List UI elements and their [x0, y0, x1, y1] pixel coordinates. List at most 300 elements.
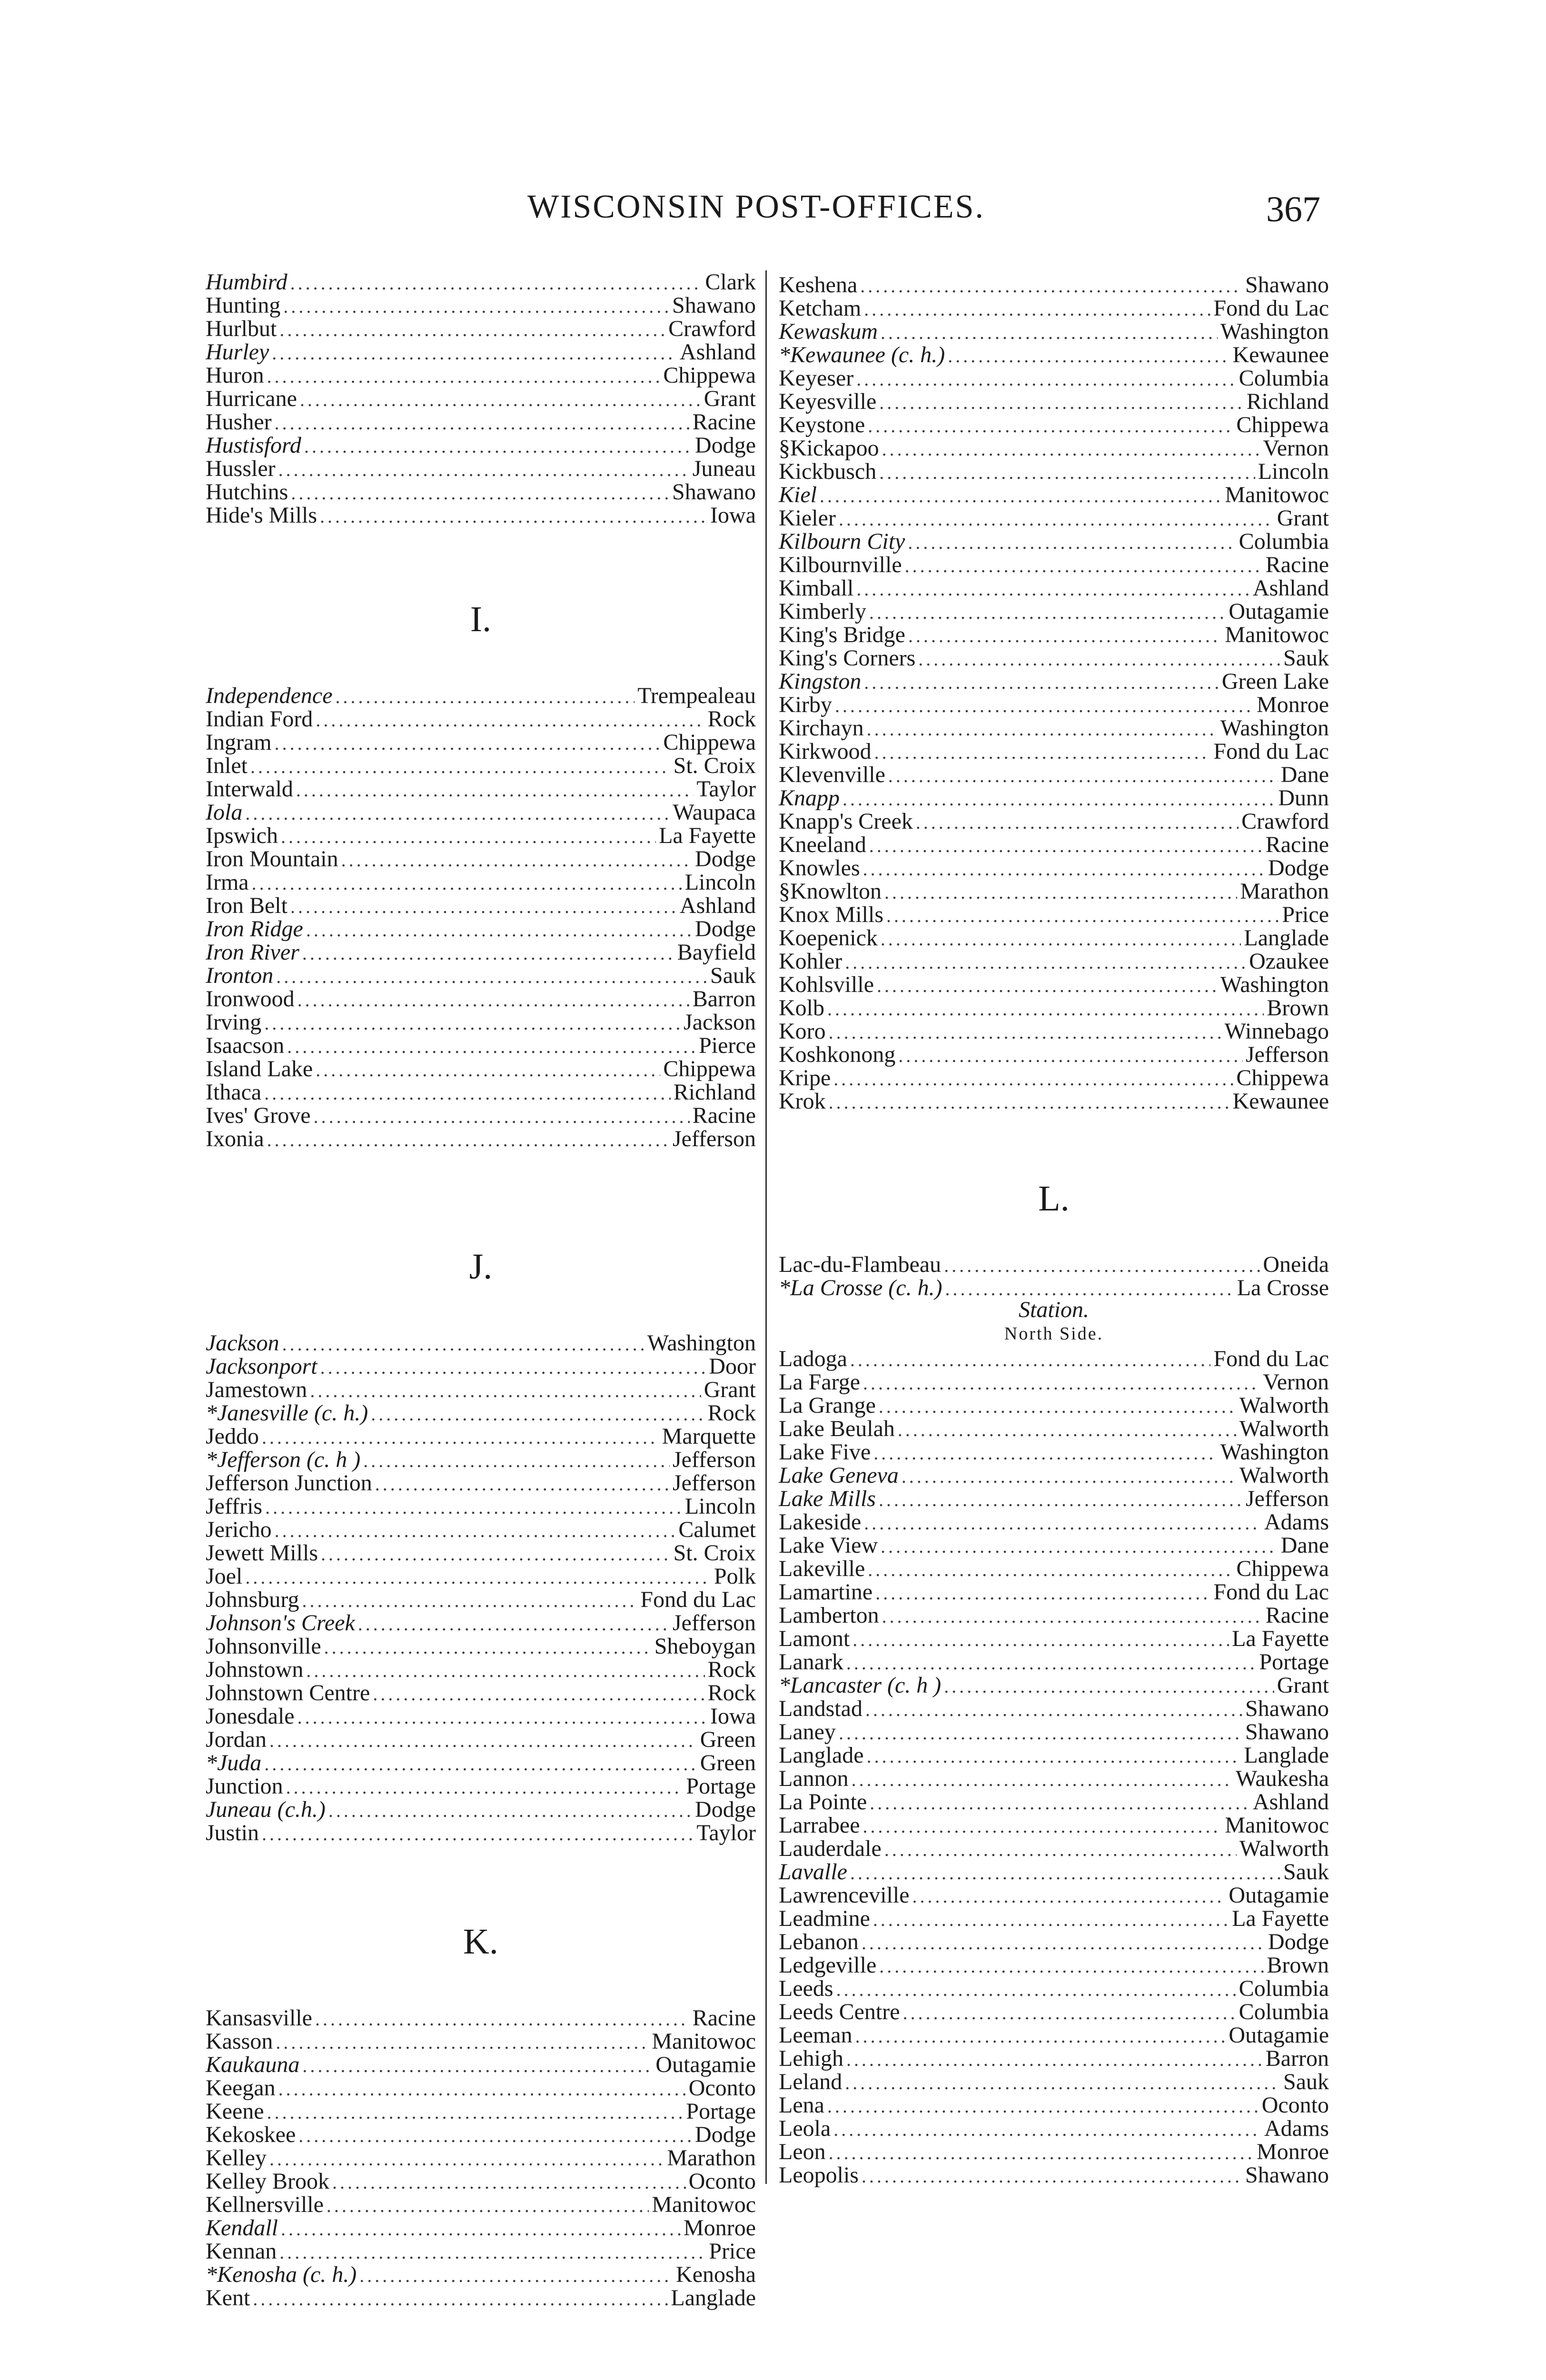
dot-leader: [836, 1978, 1236, 2001]
county-name: Columbia: [1239, 366, 1329, 391]
post-office-name: Kripe: [779, 1065, 831, 1091]
post-office-entry: [779, 996, 1329, 1020]
county-name: Vernon: [1263, 436, 1329, 461]
post-office-entry: [206, 1565, 756, 1588]
county-name: Pierce: [699, 1033, 756, 1058]
county-name: Ashland: [1253, 1789, 1329, 1815]
dot-leader: [314, 1105, 690, 1128]
post-office-name: Kelley: [206, 2145, 267, 2171]
county-name: Manitowoc: [1225, 1813, 1329, 1838]
post-office-name: *Jefferson (c. h ): [206, 1447, 361, 1472]
post-office-name: Johnson's Creek: [206, 1610, 355, 1636]
dot-leader: [296, 778, 694, 802]
post-office-entry: [206, 1751, 756, 1775]
post-office-name: Keyesville: [779, 389, 877, 414]
post-office-name: Ives' Grove: [206, 1103, 311, 1128]
county-name: Monroe: [1257, 692, 1329, 717]
post-office-entry: [779, 1977, 1329, 2000]
post-office-entry: [206, 2170, 756, 2193]
post-office-name: Ironton: [206, 963, 274, 988]
post-office-name: Jeffris: [206, 1494, 263, 1519]
county-name: Chippewa: [1236, 1065, 1329, 1091]
post-office-name: Irving: [206, 1010, 262, 1035]
dot-leader: [842, 787, 1275, 811]
dot-leader: [300, 388, 701, 411]
post-office-entry: [206, 2053, 756, 2076]
county-name: Dodge: [695, 2122, 756, 2147]
dot-leader: [253, 2287, 668, 2311]
post-office-entry: [779, 1767, 1329, 1790]
post-office-name: Larrabee: [779, 1813, 860, 1838]
dot-leader: [290, 271, 703, 295]
dot-leader: [371, 1402, 704, 1426]
county-name: Washington: [1220, 1439, 1329, 1465]
post-office-name: Lauderdale: [779, 1836, 882, 1861]
dot-leader: [873, 1908, 1229, 1931]
post-office-entry: [779, 763, 1329, 786]
post-office-name: King's Bridge: [779, 622, 905, 647]
dot-leader: [879, 391, 1243, 414]
county-name: Walworth: [1239, 1463, 1329, 1488]
post-office-name: Husher: [206, 409, 272, 435]
post-office-entry: [206, 294, 756, 317]
post-office-name: Ithaca: [206, 1080, 262, 1105]
post-office-name: Lebanon: [779, 1929, 859, 1954]
post-office-name: Lake Five: [779, 1439, 871, 1465]
dot-leader: [867, 1745, 1241, 1768]
post-office-entry: [206, 1728, 756, 1751]
post-office-entry: [779, 2093, 1329, 2117]
post-office-entry: [779, 1604, 1329, 1627]
post-office-entry: [206, 1104, 756, 1127]
dot-leader: [290, 895, 677, 918]
post-office-entry: [206, 754, 756, 777]
dot-leader: [867, 717, 1218, 741]
post-office-name: Irma: [206, 870, 249, 895]
dot-leader: [269, 2147, 664, 2171]
dot-leader: [304, 435, 692, 458]
county-name: Shawano: [1245, 1719, 1329, 1745]
post-office-entry: [779, 343, 1329, 367]
dot-leader: [945, 1277, 1234, 1300]
post-office-name: Hurlbut: [206, 316, 277, 341]
post-office-name: Kennan: [206, 2239, 277, 2264]
post-office-name: Knowles: [779, 855, 860, 881]
dot-leader: [882, 1605, 1263, 1628]
post-office-name: Langlade: [779, 1743, 864, 1768]
county-name: Racine: [1265, 832, 1329, 857]
post-office-name: Kilbournville: [779, 552, 902, 577]
county-name: Fond du Lac: [640, 1587, 756, 1612]
post-office-entry: [206, 1425, 756, 1448]
county-name: Manitowoc: [1225, 622, 1329, 647]
county-name: Taylor: [696, 1820, 756, 1845]
county-name: Marathon: [1240, 879, 1329, 904]
county-name: Outagamie: [1229, 2023, 1329, 2048]
post-office-name: Ipswich: [206, 823, 278, 848]
dot-leader: [864, 1511, 1261, 1535]
post-office-entry: [779, 1394, 1329, 1417]
county-name: Walworth: [1239, 1393, 1329, 1418]
post-office-entry: [779, 950, 1329, 973]
county-name: Monroe: [684, 2215, 756, 2241]
county-name: La Fayette: [659, 823, 756, 848]
post-office-name: Jamestown: [206, 1377, 307, 1402]
county-name: Dodge: [695, 846, 756, 872]
post-office-entry: [206, 731, 756, 754]
dot-leader: [833, 2118, 1261, 2141]
county-name: Marquette: [662, 1424, 756, 1449]
post-office-name: Kelley Brook: [206, 2169, 329, 2194]
county-name: Barron: [692, 986, 756, 1012]
post-office-name: Laney: [779, 1719, 836, 1745]
post-office-name: Kasson: [206, 2029, 273, 2054]
post-office-entry: [779, 786, 1329, 810]
post-office-entry: [206, 777, 756, 801]
post-office-entry: [206, 317, 756, 340]
county-name: Langlade: [1244, 925, 1329, 951]
post-office-entry: [779, 367, 1329, 390]
post-office-entry: [206, 270, 756, 294]
post-office-entry: [206, 824, 756, 847]
dot-leader: [881, 927, 1241, 951]
county-name: Iowa: [710, 503, 756, 528]
post-office-entry: [206, 1331, 756, 1355]
dot-leader: [884, 881, 1237, 904]
post-office-entry: [779, 670, 1329, 693]
county-name: Racine: [1265, 1603, 1329, 1628]
post-office-name: La Pointe: [779, 1789, 867, 1815]
dot-leader: [852, 1628, 1229, 1651]
dot-leader: [862, 1931, 1265, 1954]
post-office-entry: [206, 871, 756, 894]
dot-leader: [298, 2124, 692, 2147]
post-office-name: Leeds Centre: [779, 1999, 900, 2024]
post-office-name: *La Crosse (c. h.): [779, 1275, 942, 1300]
post-office-name: Interwald: [206, 776, 293, 802]
post-office-name: Keene: [206, 2099, 264, 2124]
county-name: Trempealeau: [637, 683, 756, 708]
post-office-entry: [779, 1557, 1329, 1580]
county-name: Fond du Lac: [1213, 1579, 1329, 1605]
l-entries: [779, 1347, 1329, 2187]
post-office-name: §Knowlton: [779, 879, 882, 904]
post-office-name: Ingram: [206, 730, 272, 755]
post-office-name: Leeman: [779, 2023, 852, 2048]
post-office-entry: [206, 1541, 756, 1565]
county-name: Walworth: [1239, 1416, 1329, 1441]
dot-leader: [898, 1418, 1237, 1441]
post-office-name: Kolb: [779, 995, 824, 1021]
dot-leader: [265, 1496, 682, 1519]
county-name: Sauk: [1283, 1859, 1329, 1884]
post-office-entry: [206, 1681, 756, 1705]
post-office-entry: [206, 801, 756, 824]
post-office-name: Kimberly: [779, 599, 866, 624]
dot-leader: [863, 1371, 1260, 1395]
county-name: La Fayette: [1232, 1626, 1329, 1651]
county-name: Dane: [1280, 1533, 1329, 1558]
post-office-name: Isaacson: [206, 1033, 285, 1058]
post-office-name: Iron Ridge: [206, 916, 303, 942]
post-office-entry: [206, 1518, 756, 1541]
post-office-name: Iola: [206, 800, 243, 825]
dot-leader: [879, 461, 1255, 484]
county-name: Dane: [1280, 762, 1329, 787]
county-name: Sauk: [710, 963, 756, 988]
post-office-name: Krok: [779, 1089, 826, 1114]
dot-leader: [846, 1651, 1256, 1675]
county-name: Rock: [707, 1680, 756, 1706]
dot-leader: [291, 481, 669, 505]
post-office-name: Humbird: [206, 269, 287, 295]
post-office-entry: [779, 273, 1329, 297]
dot-leader: [870, 1791, 1250, 1815]
post-office-entry: [206, 894, 756, 917]
county-name: La Crosse: [1237, 1275, 1329, 1300]
post-office-entry: [206, 434, 756, 457]
dot-leader: [264, 1012, 681, 1035]
county-name: Racine: [692, 1103, 756, 1128]
post-office-name: Keshena: [779, 272, 858, 298]
county-name: Green: [700, 1727, 756, 1752]
i-entries: [206, 684, 756, 1150]
post-office-entry: [779, 1744, 1329, 1767]
county-name: Ashland: [1253, 575, 1329, 601]
county-name: Rock: [707, 1657, 756, 1682]
post-office-entry: [206, 457, 756, 480]
dot-leader: [373, 1682, 704, 1706]
post-office-entry: [206, 2216, 756, 2240]
post-office-name: Leeds: [779, 1976, 833, 2001]
county-name: La Fayette: [1232, 1906, 1329, 1931]
county-name: Shawano: [1245, 1696, 1329, 1721]
post-office-entry: [206, 2286, 756, 2310]
county-name: Richland: [673, 1080, 756, 1105]
dot-leader: [267, 2101, 684, 2124]
dot-leader: [327, 2194, 649, 2217]
j-entries: [206, 1331, 756, 1844]
dot-leader: [879, 1395, 1237, 1418]
post-office-entry: [206, 1448, 756, 1471]
county-name: Kenosha: [676, 2262, 756, 2287]
post-office-name: Keyeser: [779, 366, 854, 391]
dot-leader: [875, 1581, 1210, 1605]
dot-leader: [916, 811, 1239, 834]
county-name: Columbia: [1239, 1976, 1329, 2001]
post-office-name: Huron: [206, 363, 264, 388]
post-office-name: Hutchins: [206, 479, 288, 505]
post-office-name: Knapp's Creek: [779, 809, 913, 834]
dot-leader: [845, 2071, 1280, 2094]
post-office-name: La Grange: [779, 1393, 876, 1418]
county-name: Rock: [707, 1400, 756, 1426]
post-office-entry: [206, 1611, 756, 1635]
post-office-name: Lehigh: [779, 2046, 843, 2071]
county-name: Richland: [1246, 389, 1329, 414]
county-name: Dodge: [1268, 855, 1329, 881]
post-office-name: *Janesville (c. h.): [206, 1400, 368, 1426]
dot-leader: [874, 741, 1211, 764]
post-office-entry: [206, 1378, 756, 1401]
post-office-name: Knapp: [779, 785, 840, 811]
dot-leader: [297, 1706, 707, 1729]
post-office-name: Jericho: [206, 1517, 272, 1542]
dot-leader: [306, 918, 692, 942]
county-name: Dodge: [695, 916, 756, 942]
county-name: Jackson: [684, 1010, 756, 1035]
dot-leader: [262, 1822, 694, 1845]
county-name: Portage: [686, 1774, 756, 1799]
post-office-name: Hide's Mills: [206, 503, 317, 528]
county-name: Crawford: [1241, 809, 1329, 834]
post-office-name: Justin: [206, 1820, 259, 1845]
post-office-name: Kirchayn: [779, 715, 864, 741]
post-office-entry: [779, 1674, 1329, 1697]
county-name: Ashland: [680, 339, 756, 365]
post-office-entry: [206, 1798, 756, 1821]
post-office-entry: [779, 856, 1329, 880]
post-office-name: Iron River: [206, 940, 299, 965]
dot-leader: [850, 1348, 1210, 1371]
post-office-entry: [206, 1401, 756, 1425]
post-office-name: Kieler: [779, 506, 836, 531]
post-office-entry: [779, 1440, 1329, 1464]
north-side-note: North Side.: [1004, 1324, 1104, 1344]
section-heading-k: K.: [463, 1922, 498, 1962]
post-office-entry: [206, 1355, 756, 1378]
post-office-name: Kekoskee: [206, 2122, 296, 2147]
dot-leader: [879, 1488, 1243, 1511]
post-office-entry: [206, 2100, 756, 2123]
post-office-name: Kewaskum: [779, 319, 878, 344]
dot-leader: [868, 414, 1233, 437]
post-office-entry: [779, 1066, 1329, 1090]
post-office-entry: [779, 1650, 1329, 1674]
dot-leader: [863, 1815, 1222, 1838]
post-office-name: Jacksonport: [206, 1354, 317, 1379]
right-column: [779, 273, 1329, 2187]
dot-leader: [267, 365, 661, 388]
post-office-entry: [779, 926, 1329, 950]
post-office-entry: [206, 2123, 756, 2146]
post-office-name: Juneau (c.h.): [206, 1797, 326, 1822]
post-office-entry: [779, 1930, 1329, 1954]
post-office-entry: [206, 1658, 756, 1681]
post-office-entry: [779, 530, 1329, 553]
dot-leader: [918, 647, 1280, 671]
post-office-entry: [779, 2000, 1329, 2023]
post-office-entry: [779, 1954, 1329, 1977]
dot-leader: [278, 458, 690, 481]
post-office-name: Lawrenceville: [779, 1883, 910, 1908]
dot-leader: [283, 295, 669, 318]
post-office-entry: [206, 340, 756, 364]
dot-leader: [275, 411, 690, 435]
dot-leader: [341, 848, 692, 872]
county-name: Racine: [692, 409, 756, 435]
post-office-name: La Farge: [779, 1369, 861, 1395]
post-office-name: Koro: [779, 1019, 826, 1044]
county-name: Fond du Lac: [1213, 739, 1329, 764]
post-office-entry: [779, 1253, 1329, 1276]
post-office-entry: [206, 2240, 756, 2263]
county-name: Oconto: [688, 2075, 756, 2101]
post-office-name: Leopolis: [779, 2162, 859, 2188]
county-name: Sauk: [1283, 645, 1329, 671]
post-office-entry: [779, 2140, 1329, 2163]
dot-leader: [856, 367, 1236, 391]
dot-leader: [839, 507, 1274, 531]
post-office-entry: [779, 2117, 1329, 2140]
post-office-entry: [779, 553, 1329, 576]
county-name: Oconto: [688, 2169, 756, 2194]
post-office-name: *Kewaunee (c. h.): [779, 342, 945, 367]
post-office-entry: [779, 436, 1329, 460]
dot-leader: [297, 988, 690, 1012]
county-name: Jefferson: [1245, 1486, 1329, 1511]
post-office-entry: [779, 973, 1329, 996]
county-name: Vernon: [1263, 1369, 1329, 1395]
post-office-name: Kimball: [779, 575, 854, 601]
dot-leader: [948, 344, 1229, 367]
post-office-entry: [779, 297, 1329, 320]
county-name: Door: [709, 1354, 756, 1379]
dot-leader: [881, 321, 1218, 344]
dot-leader: [336, 685, 635, 708]
post-office-entry: [206, 410, 756, 434]
post-office-name: Koshkonong: [779, 1042, 896, 1067]
post-office-entry: [779, 600, 1329, 623]
county-name: Price: [1282, 902, 1329, 927]
post-office-entry: [779, 1020, 1329, 1043]
county-name: Dodge: [1268, 1929, 1329, 1954]
post-office-name: Keystone: [779, 412, 865, 437]
county-name: Monroe: [1257, 2139, 1329, 2164]
county-name: Outagamie: [1229, 1883, 1329, 1908]
county-name: Calumet: [678, 1517, 756, 1542]
county-name: Outagamie: [1229, 599, 1329, 624]
county-name: Fond du Lac: [1213, 1346, 1329, 1371]
post-office-entry: [779, 646, 1329, 670]
post-office-name: Jonesdale: [206, 1704, 295, 1729]
dot-leader: [856, 577, 1250, 601]
post-office-entry: [206, 987, 756, 1011]
county-name: Columbia: [1239, 1999, 1329, 2024]
dot-leader: [912, 1884, 1226, 1908]
post-office-entry: [779, 460, 1329, 483]
post-office-entry: [779, 880, 1329, 903]
left-column: [206, 270, 756, 2310]
post-office-entry: [779, 623, 1329, 646]
post-office-entry: [206, 684, 756, 707]
post-office-entry: [779, 2023, 1329, 2047]
dot-leader: [279, 2241, 706, 2264]
county-name: Sheboygan: [654, 1634, 756, 1659]
county-name: Crawford: [668, 316, 756, 341]
county-name: Racine: [1265, 552, 1329, 577]
dot-leader: [316, 1058, 660, 1081]
county-name: Lincoln: [1258, 459, 1329, 484]
dot-leader: [865, 1698, 1242, 1721]
post-office-name: Kirby: [779, 692, 832, 717]
dot-leader: [320, 1356, 706, 1379]
post-office-name: Johnsburg: [206, 1587, 299, 1612]
county-name: Shawano: [672, 479, 756, 505]
post-office-entry: [779, 1907, 1329, 1930]
dot-leader: [359, 2264, 673, 2287]
post-office-name: Leland: [779, 2069, 842, 2094]
